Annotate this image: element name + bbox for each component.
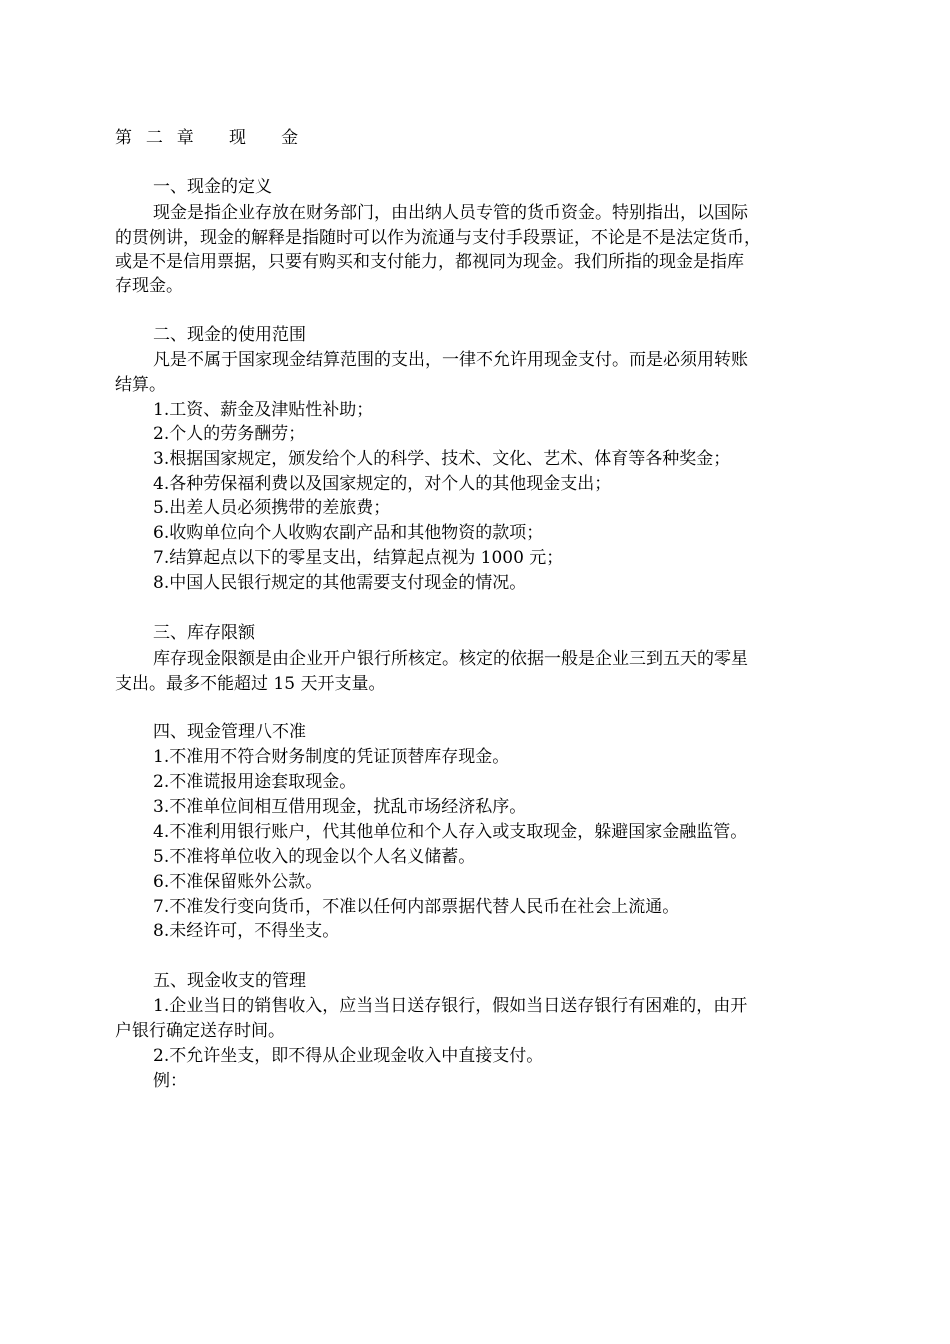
paragraph-line: 库存现金限额是由企业开户银行所核定。核定的依据一般是企业三到五天的零星 (153, 649, 748, 669)
chapter-title: 第 二 章 现 金 (115, 128, 303, 148)
paragraph-line: 例： (153, 1071, 187, 1091)
list-item: 7.不准发行变向货币，不准以任何内部票据代替人民币在社会上流通。 (153, 897, 680, 917)
section-heading: 三、库存限额 (153, 623, 255, 643)
list-item: 4.不准利用银行账户，代其他单位和个人存入或支取现金，躲避国家金融监管。 (153, 822, 748, 842)
list-item: 6.不准保留账外公款。 (153, 872, 323, 892)
paragraph-line: 支出。最多不能超过 15 天开支量。 (115, 674, 386, 694)
paragraph-line: 户银行确定送存时间。 (115, 1021, 285, 1041)
list-item: 4.各种劳保福利费以及国家规定的，对个人的其他现金支出； (153, 474, 612, 494)
paragraph-line: 或是不是信用票据，只要有购买和支付能力，都视同为现金。我们所指的现金是指库 (115, 252, 744, 272)
list-item: 2.不准谎报用途套取现金。 (153, 772, 357, 792)
paragraph-line: 现金是指企业存放在财务部门，由出纳人员专管的货币资金。特别指出，以国际 (153, 203, 748, 223)
list-item: 3.不准单位间相互借用现金，扰乱市场经济私序。 (153, 797, 527, 817)
paragraph-line: 存现金。 (115, 276, 183, 296)
paragraph-line: 结算。 (115, 375, 166, 395)
paragraph-line: 1.企业当日的销售收入，应当当日送存银行，假如当日送存银行有困难的，由开 (153, 996, 748, 1016)
section-heading: 二、现金的使用范围 (153, 325, 306, 345)
section-heading: 一、现金的定义 (153, 177, 272, 197)
list-item: 2.个人的劳务酬劳； (153, 424, 306, 444)
paragraph-line: 的贯例讲，现金的解释是指随时可以作为流通与支付手段票证，不论是不是法定货币， (115, 228, 761, 248)
section-heading: 五、现金收支的管理 (153, 971, 306, 991)
list-item: 7.结算起点以下的零星支出，结算起点视为 1000 元； (153, 548, 564, 568)
list-item: 1.工资、薪金及津贴性补助； (153, 400, 374, 420)
list-item: 5.不准将单位收入的现金以个人名义储蓄。 (153, 847, 476, 867)
section-heading: 四、现金管理八不准 (153, 722, 306, 742)
list-item: 5.出差人员必须携带的差旅费； (153, 498, 391, 518)
list-item: 3.根据国家规定，颁发给个人的科学、技术、文化、艺术、体育等各种奖金； (153, 449, 731, 469)
list-item: 6.收购单位向个人收购农副产品和其他物资的款项； (153, 523, 544, 543)
paragraph-line: 2.不允许坐支，即不得从企业现金收入中直接支付。 (153, 1046, 544, 1066)
list-item: 1.不准用不符合财务制度的凭证顶替库存现金。 (153, 747, 510, 767)
list-item: 8.中国人民银行规定的其他需要支付现金的情况。 (153, 573, 527, 593)
list-item: 8.未经许可，不得坐支。 (153, 921, 340, 941)
paragraph-line: 凡是不属于国家现金结算范围的支出，一律不允许用现金支付。而是必须用转账 (153, 350, 748, 370)
